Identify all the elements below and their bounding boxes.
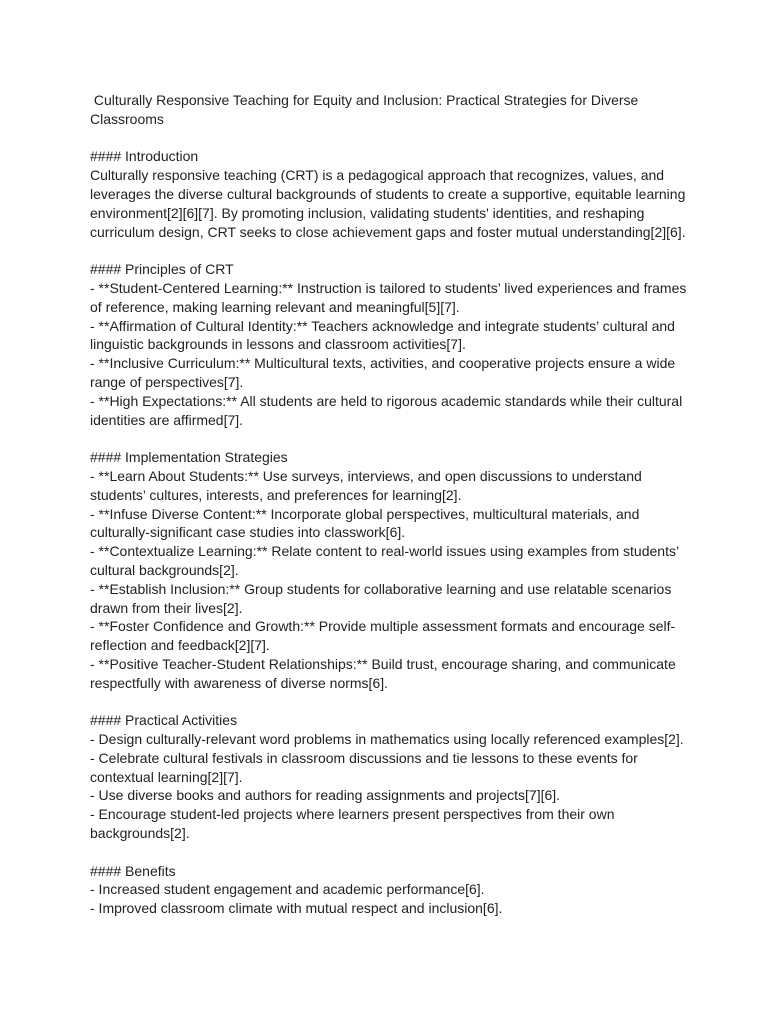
blank-line — [90, 429, 690, 448]
list-item: - Design culturally-relevant word problems in mathematics using locally referenced examples[2]. — [90, 731, 684, 748]
list-item: - Use diverse books and authors for reading assignments and projects[7][6]. — [90, 787, 561, 804]
list-item: - Improved classroom climate with mutual respect and inclusion[6]. — [90, 900, 503, 917]
section-heading: #### Practical Activities — [90, 712, 238, 729]
list-item: - **Learn About Students:** Use surveys, interviews, and open discussions to understand students’ cultures, interests, and preferences for learning[2]. — [90, 467, 646, 503]
section-heading: #### Principles of CRT — [90, 261, 234, 278]
section-principles — [90, 260, 690, 429]
document-page — [90, 91, 690, 918]
list-item: - **Student-Centered Learning:** Instruction is tailored to students’ lived experiences and frames of reference, making learning relevant and meaningful[5][7]. — [90, 279, 691, 315]
list-item: - **Affirmation of Cultural Identity:** Teachers acknowledge and integrate students’ cultural and linguistic backgrounds in lessons and classroom activities[7]. — [90, 317, 679, 353]
list-item: - **Inclusive Curriculum:** Multicultural texts, activities, and cooperative projects ensure a wide range of perspectives[7]. — [90, 355, 680, 390]
list-item: - **Positive Teacher-Student Relationships:** Build trust, encourage sharing, and communicate respectfully with awareness of diverse norms[6]. — [90, 655, 680, 691]
section-heading: #### Implementation Strategies — [90, 449, 288, 466]
list-item: - Increased student engagement and academic performance[6]. — [90, 881, 485, 898]
blank-line — [90, 129, 690, 148]
list-item: - **Foster Confidence and Growth:** Provide multiple assessment formats and encourage self-reflection and feedback[2][7]. — [90, 618, 676, 654]
list-item: - **Contextualize Learning:** Relate content to real-world issues using examples from students’ cultural backgrounds[2]. — [90, 543, 683, 578]
section-activities — [90, 711, 690, 843]
section-benefits — [90, 862, 690, 918]
list-item: - Celebrate cultural festivals in classroom discussions and tie lessons to these events for contextual learning[2][7]. — [90, 749, 642, 785]
blank-line — [90, 241, 690, 260]
list-item: - **High Expectations:** All students are held to rigorous academic standards while their cultural identities are affirmed[7]. — [90, 392, 687, 428]
section-implementation — [90, 448, 690, 692]
list-item: - **Infuse Diverse Content:** Incorporate global perspectives, multicultural materials, and culturally-significant case studies into classwork[6]. — [90, 505, 644, 541]
section-heading: #### Benefits — [90, 862, 176, 879]
paragraph: Culturally responsive teaching (CRT) is a pedagogical approach that recognizes, values, and leverages the diverse cultural backgrounds of students to create a supportive, equitable learning environment[2][6][7]. By promoting inclusion, validating students' identities, and reshaping curriculum design, CRT seeks to close achievement gaps and foster mutual understanding[2][6]. — [90, 167, 690, 240]
list-item: - Encourage student-led projects where learners present perspectives from their own backgrounds[2]. — [90, 806, 619, 842]
blank-line — [90, 843, 690, 862]
list-item: - **Establish Inclusion:** Group students for collaborative learning and use relatable scenarios drawn from their lives[2]. — [90, 580, 676, 616]
document-title: Culturally Responsive Teaching for Equity and Inclusion: Practical Strategies for Diverse Classrooms — [90, 92, 643, 127]
blank-line — [90, 693, 690, 712]
section-introduction — [90, 147, 690, 241]
section-heading: #### Introduction — [90, 148, 199, 165]
